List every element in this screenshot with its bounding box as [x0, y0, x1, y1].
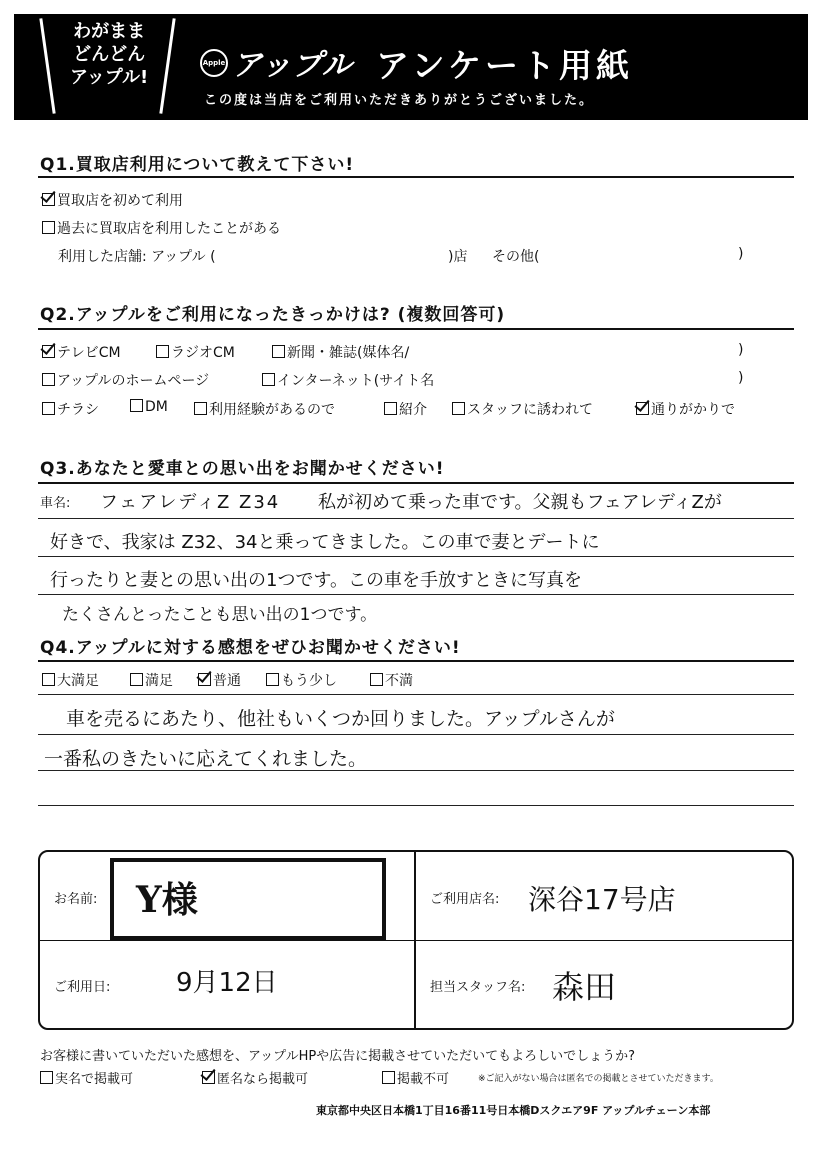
- q1-store-suffix: )店: [448, 249, 468, 265]
- option-label: 紹介: [399, 402, 427, 418]
- checkbox-icon[interactable]: [40, 1071, 53, 1084]
- q1-option-used-before[interactable]: [42, 218, 281, 238]
- checkbox-icon[interactable]: [42, 673, 55, 686]
- memory-line: 好きで、我家は Z32、34と乗ってきました。この車で妻とデートに: [50, 532, 600, 553]
- checkbox-icon[interactable]: [42, 221, 55, 234]
- name-label: お名前:: [54, 892, 98, 907]
- q2-option-dm[interactable]: [130, 399, 168, 415]
- option-label: テレビCM: [57, 345, 121, 361]
- option-label: インターネット(サイト名: [277, 373, 435, 389]
- q1-other-label: その他(: [492, 249, 540, 265]
- page-title: アンケート用紙: [376, 46, 634, 85]
- q3-title: Q3.あなたと愛車との思い出をお聞かせください!: [40, 459, 445, 479]
- option-label: 利用経験があるので: [209, 402, 335, 418]
- checkbox-icon[interactable]: [130, 399, 143, 412]
- page-subtitle: この度は当店をご利用いただきありがとうございました。: [204, 93, 595, 108]
- option-label: アップルのホームページ: [57, 373, 210, 389]
- checkbox-icon[interactable]: [382, 1071, 395, 1084]
- header-banner: [14, 14, 808, 120]
- slogan-line: どんどん: [73, 44, 146, 65]
- option-label: 普通: [213, 673, 241, 689]
- date-value: 9月12日: [176, 968, 278, 998]
- consent-question: お客様に書いていただいた感想を、アップルHPや広告に掲載させていただいてもよろしいでしょうか?: [40, 1049, 636, 1064]
- slogan-line: アップル!: [70, 67, 149, 88]
- memory-line: 私が初めて乗った車です。父親もフェアレディZが: [318, 492, 722, 513]
- answer-line: [38, 594, 794, 595]
- checkbox-icon[interactable]: [266, 673, 279, 686]
- store-label: ご利用店名:: [430, 892, 500, 907]
- q2-title: Q2.アップルをご利用になったきっかけは? (複数回答可): [40, 305, 506, 325]
- consent-option-anonymous[interactable]: [202, 1068, 308, 1087]
- option-label: 不満: [385, 673, 413, 689]
- slogan-divider: [39, 18, 55, 113]
- checkbox-icon[interactable]: [452, 402, 465, 415]
- checkbox-icon[interactable]: [370, 673, 383, 686]
- answer-line: [38, 694, 794, 695]
- close-paren: ): [738, 370, 744, 386]
- memory-line: たくさんとったことも思い出の1つです。: [62, 605, 378, 625]
- q4-title: Q4.アップルに対する感想をぜひお聞かせください!: [40, 638, 461, 658]
- car-name-label: 車名:: [40, 496, 71, 511]
- q1-title: Q1.買取店利用について教えて下さい!: [40, 155, 355, 175]
- q4-option-very-satisfied[interactable]: [42, 670, 99, 690]
- q1-store-used-label: 利用した店舗: アップル (: [58, 249, 216, 265]
- checkbox-icon[interactable]: [272, 345, 285, 358]
- consent-option-no-publish[interactable]: [382, 1068, 449, 1087]
- checkbox-icon[interactable]: [262, 373, 275, 386]
- q2-option-experience[interactable]: [194, 399, 335, 419]
- slogan: [70, 20, 148, 89]
- checkbox-checked-icon[interactable]: [202, 1071, 215, 1084]
- close-paren: ): [738, 246, 744, 262]
- option-label: 通りがかりで: [651, 402, 735, 418]
- option-label: 買取店を初めて利用: [57, 193, 183, 209]
- checkbox-checked-icon[interactable]: [42, 345, 55, 358]
- consent-note: ※ご記入がない場合は匿名での掲載とさせていただきます。: [478, 1074, 719, 1084]
- option-label: DM: [145, 399, 168, 415]
- memory-line: 行ったりと妻との思い出の1つです。この車を手放すときに写真を: [50, 570, 583, 591]
- q2-option-referral[interactable]: [384, 399, 427, 419]
- info-divider: [38, 940, 794, 941]
- q2-option-newspaper[interactable]: [272, 342, 409, 362]
- option-label: チラシ: [57, 402, 99, 418]
- divider: [38, 328, 794, 330]
- staff-label: 担当スタッフ名:: [430, 980, 526, 995]
- q2-option-passing-by[interactable]: [636, 399, 735, 419]
- option-label: 過去に買取店を利用したことがある: [57, 221, 281, 237]
- checkbox-checked-icon[interactable]: [198, 673, 211, 686]
- option-label: 満足: [145, 673, 173, 689]
- checkbox-icon[interactable]: [42, 373, 55, 386]
- slogan-divider: [159, 18, 175, 113]
- answer-line: [38, 770, 794, 771]
- checkbox-icon[interactable]: [42, 402, 55, 415]
- option-label: 掲載不可: [397, 1072, 450, 1087]
- checkbox-checked-icon[interactable]: [636, 402, 649, 415]
- q1-option-first-time[interactable]: [42, 190, 183, 210]
- footer-address: 東京都中央区日本橋1丁目16番11号日本橋Dスクエア9F アップルチェーン本部: [316, 1104, 711, 1117]
- feedback-line: 車を売るにあたり、他社もいくつか回りました。アップルさんが: [66, 708, 615, 730]
- option-label: スタッフに誘われて: [467, 402, 593, 418]
- logo-icon: Apple: [200, 49, 228, 77]
- option-label: もう少し: [281, 673, 337, 689]
- answer-line: [38, 805, 794, 806]
- q2-option-radio-cm[interactable]: [156, 342, 235, 362]
- q2-option-flyer[interactable]: [42, 399, 99, 419]
- staff-value: 森田: [552, 968, 617, 1006]
- name-field[interactable]: [110, 858, 386, 940]
- option-label: 新聞・雑誌(媒体名/: [287, 345, 410, 361]
- q2-option-staff[interactable]: [452, 399, 593, 419]
- brand-logo: アップル: [232, 48, 353, 83]
- option-label: 匿名なら掲載可: [217, 1072, 309, 1087]
- checkbox-icon[interactable]: [194, 402, 207, 415]
- answer-line: [38, 734, 794, 735]
- slogan-line: わがまま: [73, 21, 146, 42]
- car-name-value: フェアレディZ Z34: [100, 492, 281, 513]
- feedback-line: 一番私のきたいに応えてくれました。: [44, 748, 368, 770]
- q2-option-tv-cm[interactable]: [42, 342, 121, 362]
- q4-option-a-bit-more[interactable]: [266, 670, 337, 690]
- checkbox-icon[interactable]: [156, 345, 169, 358]
- option-label: 実名で掲載可: [55, 1072, 134, 1087]
- divider: [38, 660, 794, 662]
- store-value: 深谷17号店: [528, 883, 676, 916]
- divider: [38, 176, 794, 178]
- close-paren: ): [738, 342, 744, 358]
- answer-line: [38, 556, 794, 557]
- q4-option-normal[interactable]: [198, 670, 241, 690]
- answer-line: [38, 518, 794, 519]
- q2-option-internet[interactable]: [262, 370, 434, 390]
- date-label: ご利用日:: [54, 980, 111, 995]
- option-label: 大満足: [57, 673, 99, 689]
- name-value: Y様: [136, 879, 198, 921]
- option-label: ラジオCM: [171, 345, 235, 361]
- q4-option-dissatisfied[interactable]: [370, 670, 413, 690]
- consent-option-real-name[interactable]: [40, 1068, 133, 1087]
- q2-option-homepage[interactable]: [42, 370, 209, 390]
- checkbox-icon[interactable]: [384, 402, 397, 415]
- checkbox-checked-icon[interactable]: [42, 193, 55, 206]
- q4-option-satisfied[interactable]: [130, 670, 173, 690]
- checkbox-icon[interactable]: [130, 673, 143, 686]
- divider: [38, 482, 794, 484]
